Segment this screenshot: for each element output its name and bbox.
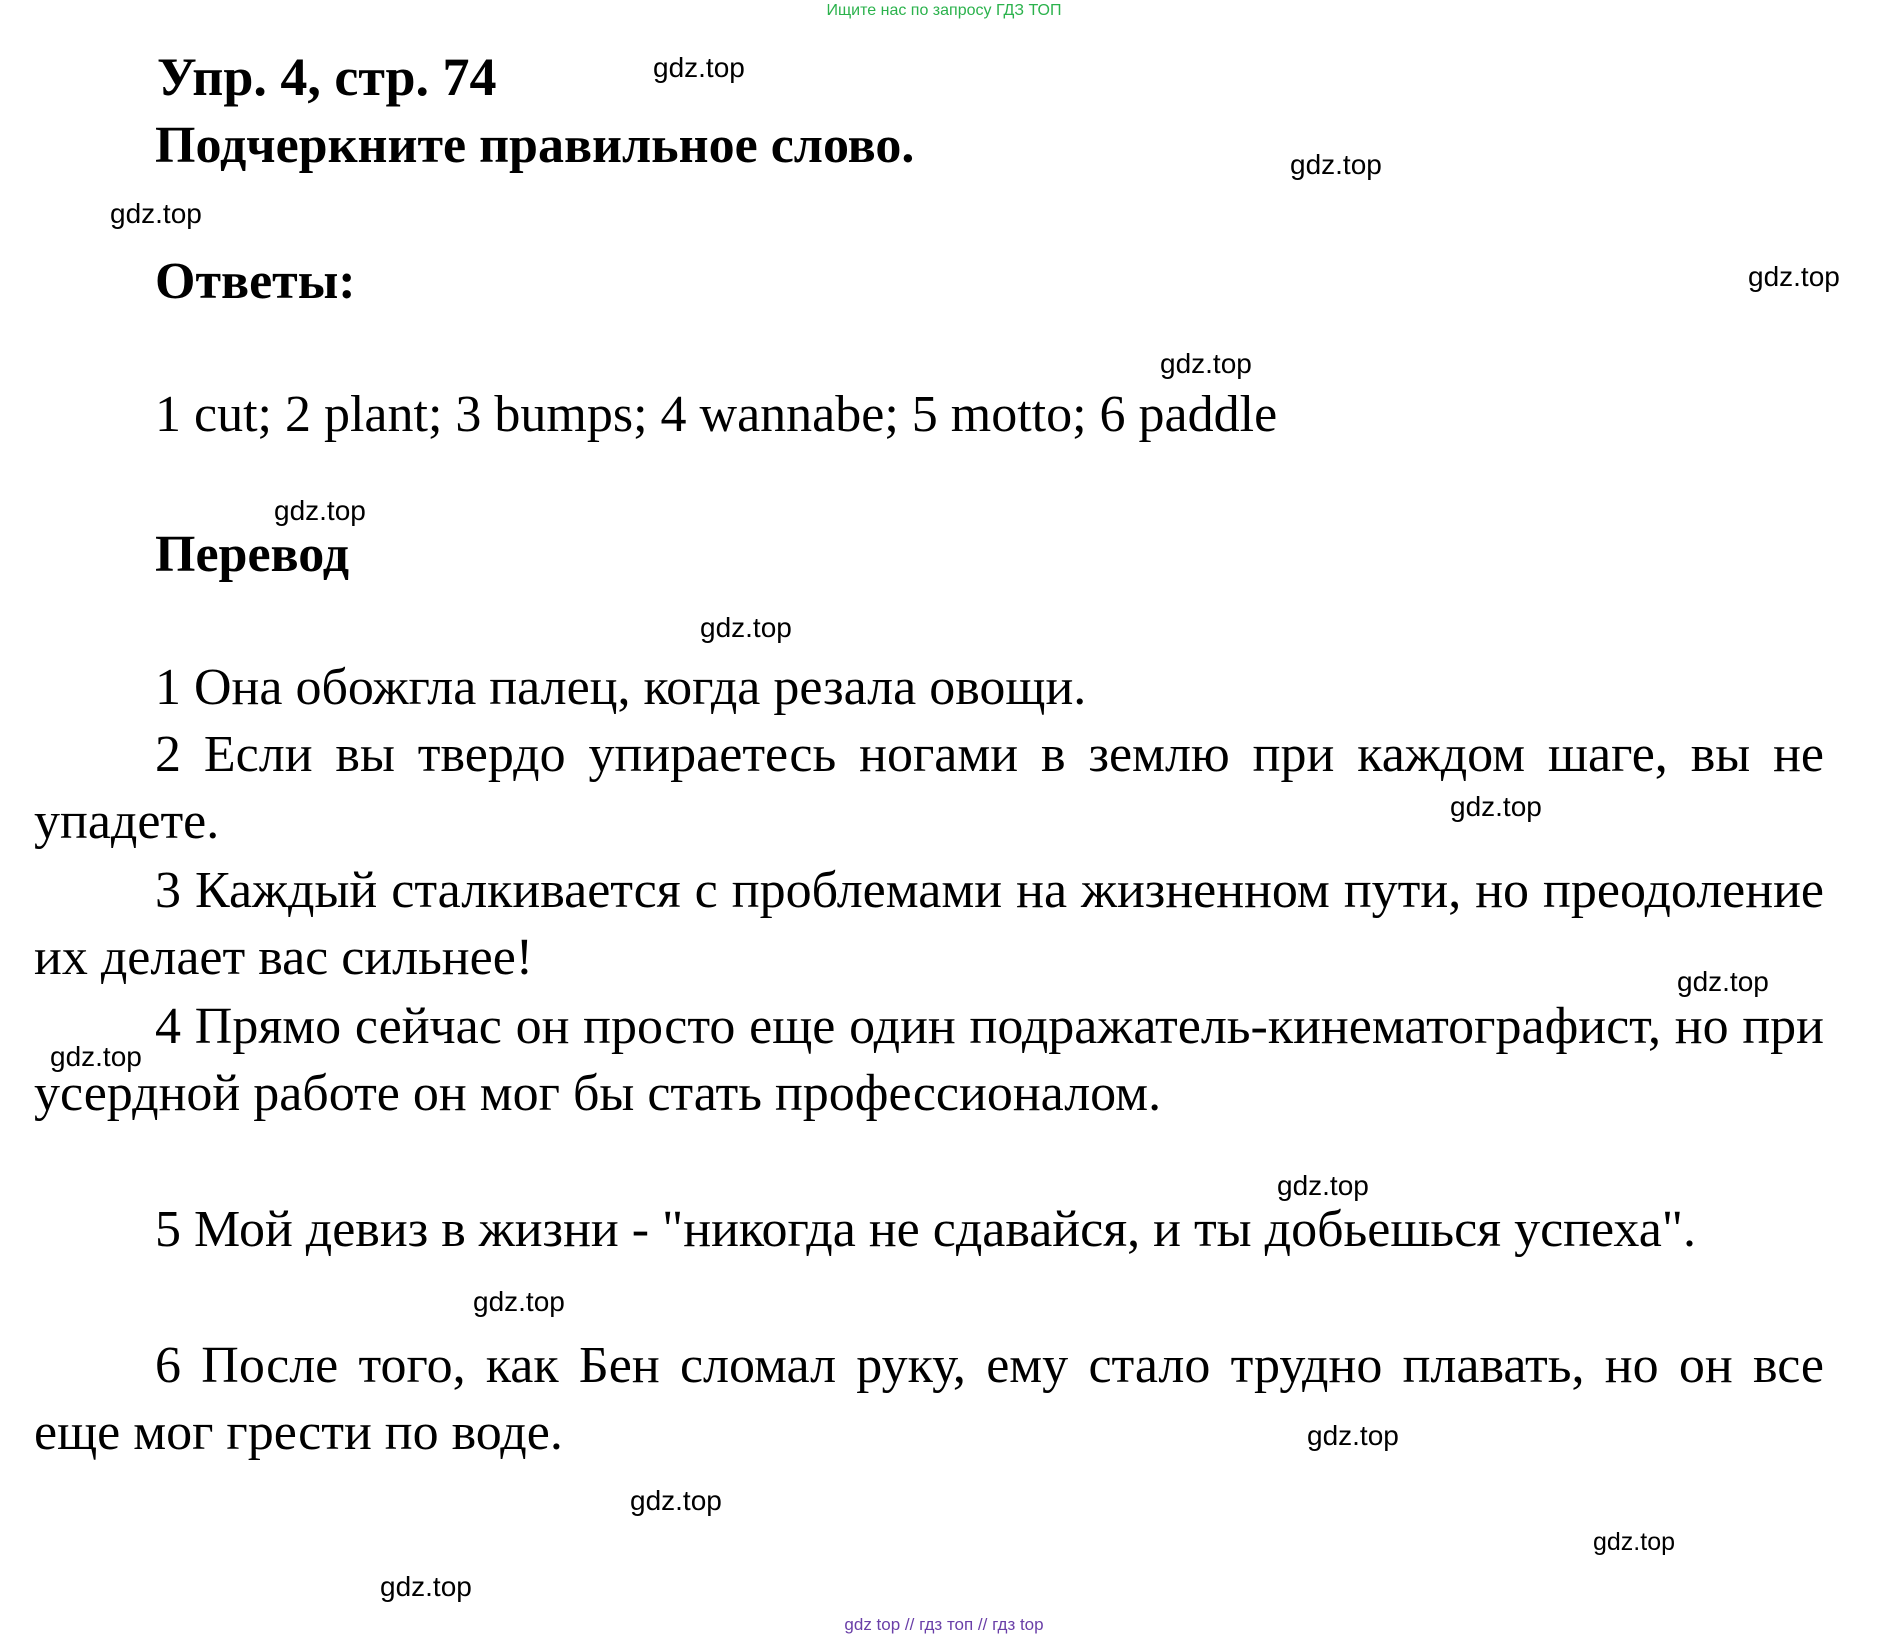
- watermark: gdz.top: [1277, 1170, 1369, 1201]
- watermark: gdz.top: [380, 1571, 472, 1602]
- answers-text: 1 cut; 2 plant; 3 bumps; 4 wannabe; 5 motto; 6 paddle: [155, 386, 1278, 443]
- exercise-title: Упр. 4, стр. 74: [157, 47, 497, 107]
- footer-links: gdz top // гдз топ // гдз top: [844, 1615, 1044, 1634]
- translation-4: 4 Прямо сейчас он просто еще один подражатель-кинематографист, но при усердной работе он мог бы стать профессионалом.: [34, 998, 1824, 1122]
- watermark: gdz.top: [1748, 261, 1840, 292]
- translation-2: 2 Если вы твердо упираетесь ногами в землю при каждом шаге, вы не упадете.: [34, 726, 1824, 850]
- watermark: gdz.top: [1290, 149, 1382, 180]
- translation-5: 5 Мой девиз в жизни - "никогда не сдавайся, и ты добьешься успеха".: [155, 1201, 1697, 1258]
- watermark: gdz.top: [630, 1485, 722, 1516]
- translation-1: 1 Она обожгла палец, когда резала овощи.: [155, 659, 1087, 716]
- answers-heading: Ответы:: [155, 253, 356, 310]
- watermark: gdz.top: [50, 1041, 142, 1072]
- top-banner: Ищите нас по запросу ГДЗ ТОП: [826, 2, 1062, 19]
- watermark: gdz.top: [1677, 966, 1769, 997]
- watermark: gdz.top: [110, 198, 202, 229]
- watermark: gdz.top: [473, 1286, 565, 1317]
- translation-6: 6 После того, как Бен сломал руку, ему стало трудно плавать, но он все еще мог грести по воде.: [34, 1337, 1824, 1461]
- translation-3: 3 Каждый сталкивается с проблемами на жизненном пути, но преодоление их делает вас сильнее!: [34, 862, 1824, 986]
- watermark: gdz.top: [1160, 348, 1252, 379]
- instruction: Подчеркните правильное слово.: [155, 117, 915, 174]
- watermark: gdz.top: [274, 495, 366, 526]
- watermark: gdz.top: [1593, 1528, 1676, 1556]
- watermark: gdz.top: [1450, 791, 1542, 822]
- translation-heading: Перевод: [155, 526, 350, 583]
- watermark: gdz.top: [700, 612, 792, 643]
- watermark: gdz.top: [653, 52, 745, 83]
- watermark: gdz.top: [1307, 1420, 1399, 1451]
